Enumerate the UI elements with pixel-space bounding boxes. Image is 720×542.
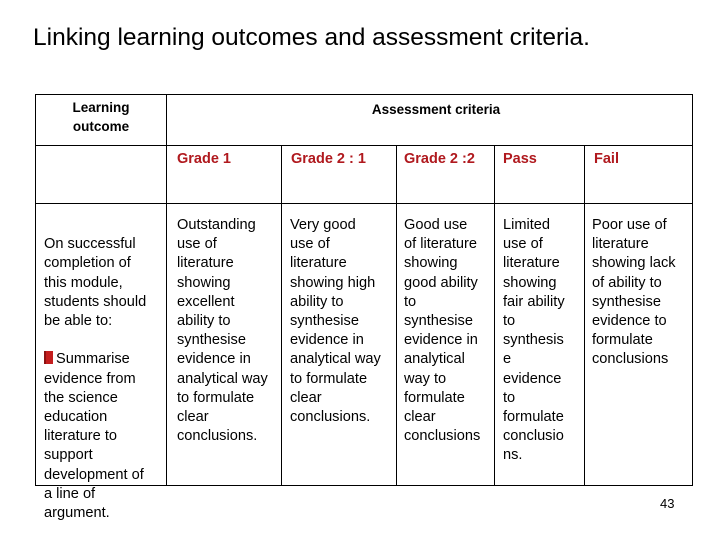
- learning-outcome-bullet-text: [44, 350, 164, 523]
- criteria-cell-grade-2-2: Good use of literature showing good ability to synthesise evidence in analytical way to formulate clear conclusions: [404, 217, 481, 445]
- header-learning-outcome: Learning outcome: [72, 100, 130, 134]
- column-divider: [166, 95, 167, 485]
- grade-header-2-1: Grade 2 : 1: [291, 151, 366, 167]
- learning-outcome-cell: [44, 216, 164, 542]
- criteria-cell-fail: Poor use of literature showing lack of ability to synthesise evidence to formulate conclusions: [592, 217, 676, 368]
- column-divider: [494, 145, 495, 485]
- column-divider: [584, 145, 585, 485]
- slide-title: Linking learning outcomes and assessment criteria.: [33, 24, 590, 51]
- grade-header-fail: Fail: [594, 151, 619, 167]
- column-divider: [396, 145, 397, 485]
- header-assessment-criteria: Assessment criteria: [371, 102, 501, 117]
- page-number: 43: [660, 496, 675, 511]
- row-divider: [36, 145, 692, 146]
- learning-outcome-bullet: Summarise evidence from the science education literature to support development of a line of argument.: [44, 351, 144, 522]
- row-divider: [36, 203, 692, 204]
- grade-header-2-2: Grade 2 :2: [404, 151, 475, 167]
- criteria-cell-pass: Limited use of literature showing fair ability to synthesis e evidence to formulate conclusio ns.: [503, 217, 565, 464]
- grade-header-pass: Pass: [503, 151, 537, 167]
- grade-header-1: Grade 1: [177, 151, 231, 167]
- learning-outcome-intro: On successful completion of this module, students should be able to:: [44, 236, 147, 330]
- criteria-cell-grade-1: Outstanding use of literature showing excellent ability to synthesise evidence in analytical way to formulate clear conclusions.: [177, 217, 268, 445]
- bullet-icon: [44, 351, 53, 364]
- criteria-cell-grade-2-1: Very good use of literature showing high ability to synthesise evidence in analytical way to formulate clear conclusions.: [290, 217, 381, 426]
